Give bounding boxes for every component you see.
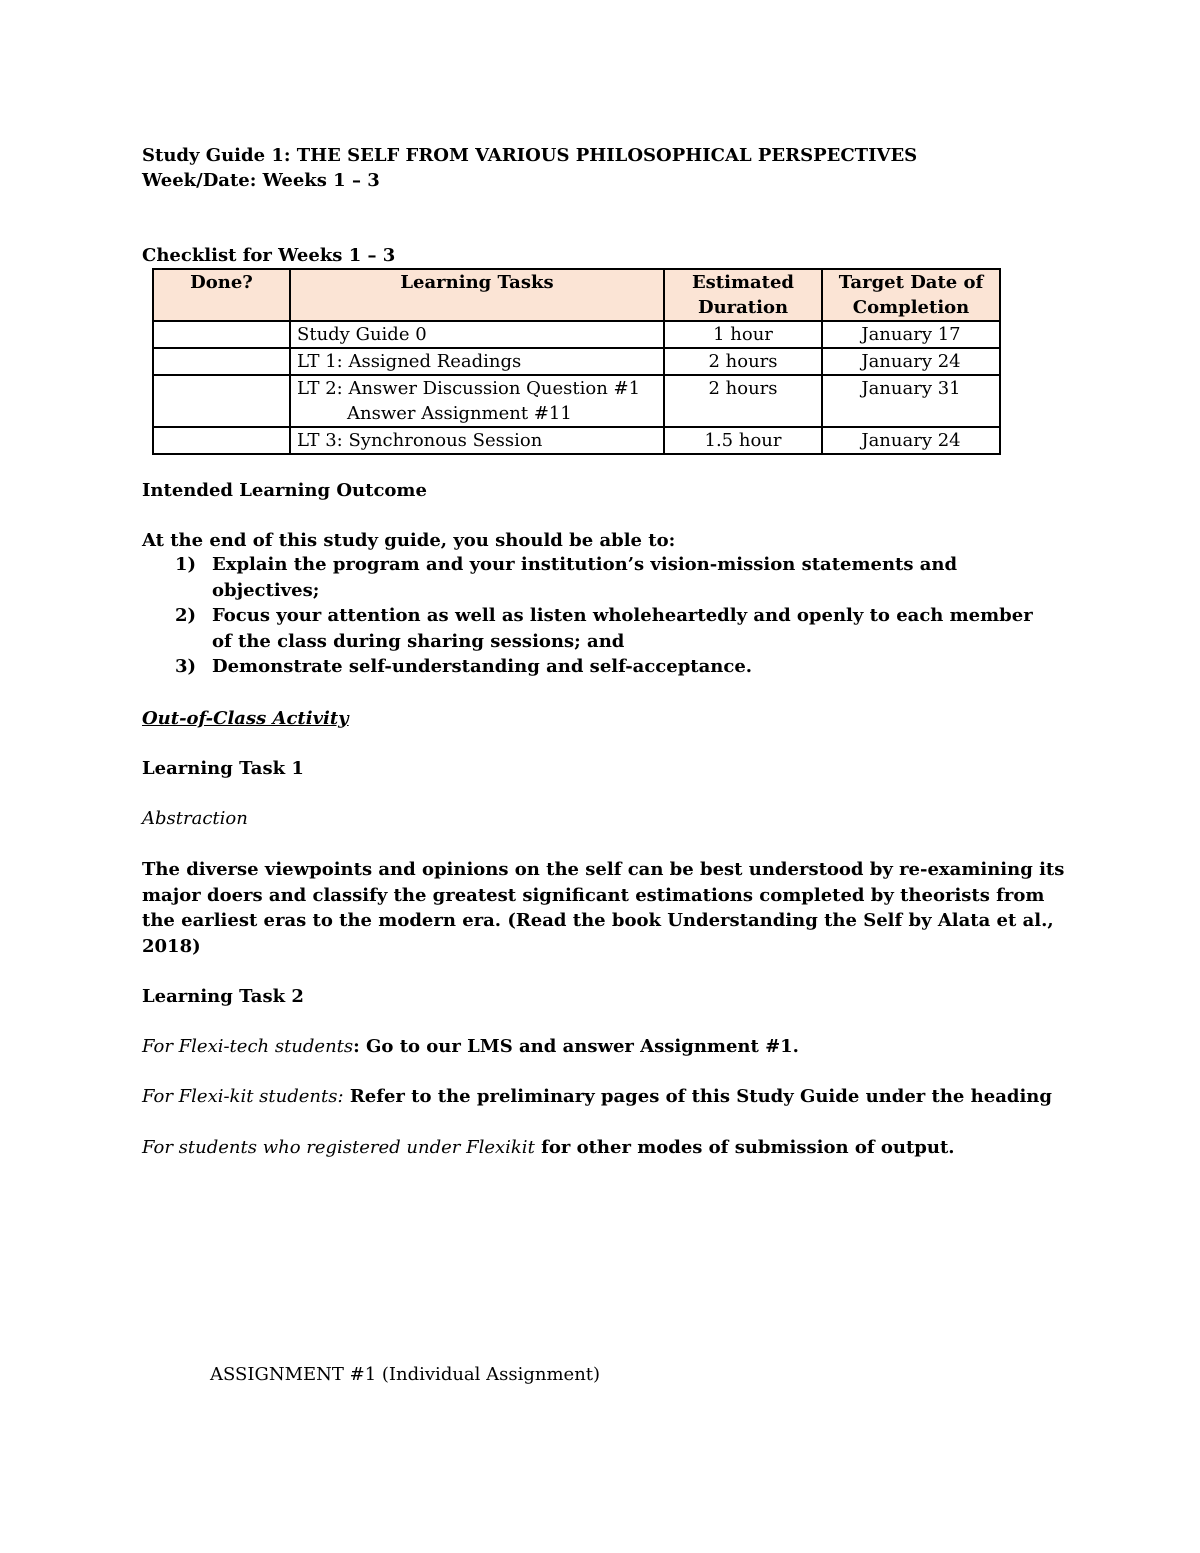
done-cell[interactable] [153, 348, 290, 375]
list-item-text: Focus your attention as well as listen wholeheartedly and openly to each member of the class during sharing sessions; and [212, 605, 1033, 652]
week-date: Week/Date: Weeks 1 – 3 [142, 170, 380, 191]
column-header-estimated-duration: Estimated Duration [664, 269, 822, 321]
done-cell[interactable] [153, 375, 290, 427]
flexi-kit-text: Refer to the preliminary pages of this Study Guide under the heading [343, 1086, 1052, 1107]
list-item-text: Demonstrate self-understanding and self-acceptance. [212, 656, 753, 677]
outcome-heading: Intended Learning Outcome [142, 480, 427, 501]
flexi-tech-text: : Go to our LMS and answer Assignment #1. [353, 1036, 799, 1057]
list-item [142, 654, 1042, 680]
duration-cell: 1 hour [664, 321, 822, 348]
flexi-tech-line [142, 1034, 799, 1059]
task-sub-text: Answer Assignment #11 [347, 403, 572, 424]
duration-cell: 1.5 hour [664, 427, 822, 454]
task-main-text: LT 2: Answer Discussion Question #1 [297, 378, 641, 399]
flexikit-registered-label: For students who registered under Flexikit [142, 1137, 535, 1158]
list-item [142, 552, 1042, 603]
learning-task-2-heading: Learning Task 2 [142, 986, 304, 1007]
abstraction-label: Abstraction [142, 808, 248, 829]
table-row [153, 348, 1000, 375]
learning-task-1-heading: Learning Task 1 [142, 758, 304, 779]
column-header-target-date: Target Date of Completion [822, 269, 1000, 321]
outcome-list [142, 552, 1042, 680]
study-guide-title: Study Guide 1: THE SELF FROM VARIOUS PHILOSOPHICAL PERSPECTIVES [142, 145, 918, 166]
list-number: 2) [175, 605, 197, 626]
list-item-text: Explain the program and your institution’s vision-mission statements and objectives; [212, 554, 958, 601]
list-number: 1) [175, 554, 197, 575]
target-date-cell: January 17 [822, 321, 1000, 348]
assignment-title: ASSIGNMENT #1 (Individual Assignment) [210, 1364, 601, 1385]
target-date-cell: January 24 [822, 427, 1000, 454]
done-cell[interactable] [153, 427, 290, 454]
task-cell [290, 375, 664, 427]
out-of-class-heading: Out-of-Class Activity [142, 708, 349, 729]
column-header-done: Done? [153, 269, 290, 321]
checklist-title: Checklist for Weeks 1 – 3 [142, 245, 396, 266]
target-date-cell: January 24 [822, 348, 1000, 375]
flexi-kit-line [142, 1084, 1052, 1109]
flexi-kit-label: For Flexi-kit students: [142, 1086, 344, 1107]
checklist-table [152, 268, 1001, 455]
duration-cell: 2 hours [664, 348, 822, 375]
table-row [153, 427, 1000, 454]
list-number: 3) [175, 656, 197, 677]
table-row [153, 375, 1000, 427]
flexi-tech-label: For Flexi-tech students [142, 1036, 354, 1057]
table-header-row [153, 269, 1000, 321]
task-cell: Study Guide 0 [290, 321, 664, 348]
flexikit-registered-text: for other modes of submission of output. [534, 1137, 955, 1158]
list-item [142, 603, 1042, 654]
duration-cell: 2 hours [664, 375, 822, 427]
column-header-learning-tasks: Learning Tasks [290, 269, 664, 321]
done-cell[interactable] [153, 321, 290, 348]
task-cell: LT 1: Assigned Readings [290, 348, 664, 375]
task-cell: LT 3: Synchronous Session [290, 427, 664, 454]
target-date-cell: January 31 [822, 375, 1000, 427]
learning-task-1-body: The diverse viewpoints and opinions on the self can be best understood by re-examining its major doers and classify the greatest significant estimations completed by theorists from the earliest eras to the modern era. (Read the book Understanding the Self by Alata et al., 2018) [142, 859, 1065, 957]
table-row [153, 321, 1000, 348]
flexikit-registered-line [142, 1135, 955, 1160]
outcome-intro: At the end of this study guide, you should be able to: [142, 530, 676, 551]
